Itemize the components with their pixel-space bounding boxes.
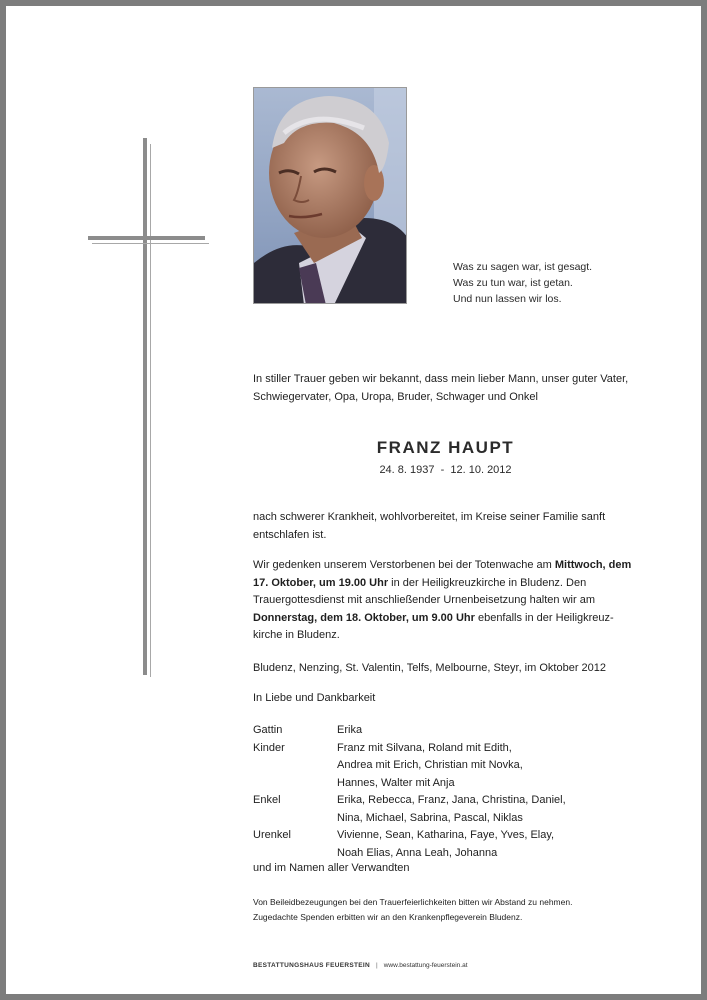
cross-vertical-bar	[143, 138, 147, 675]
family-row	[253, 792, 566, 827]
funeral-date: Donnerstag, dem 18. Oktober, um 9.00 Uhr	[253, 611, 475, 624]
note-line: Von Beileidbezeugungen bei den Trauerfeierlichkeiten bitten wir Abstand zu nehmen.	[253, 897, 573, 907]
service-text: in der Heiligkreuzkirche in Bludenz. Den Trauergottesdienst mit anschließender Urnenbeisetzung halten wir am	[253, 576, 595, 606]
wake-date: Mittwoch, dem 17. Oktober, um 19.00 Uhr	[253, 559, 632, 589]
passing-text: nach schwerer Krankheit, wohlvorbereitet, im Kreise seiner Familie sanft entschlafen ist.	[253, 511, 606, 541]
family-name-line: Franz mit Silvana, Roland mit Edith,	[337, 741, 512, 754]
family-role: Enkel	[253, 794, 281, 806]
service-text: Wir gedenken unserem Verstorbenen bei der Totenwache am	[253, 559, 555, 571]
cross-vertical-shadow	[150, 144, 151, 677]
quote-line: Was zu sagen war, ist gesagt.	[453, 261, 593, 273]
family-role: Urenkel	[253, 829, 291, 841]
family-names	[337, 740, 523, 793]
family-name-line: Noah Elias, Anna Leah, Johanna	[337, 846, 498, 859]
family-role: Kinder	[253, 741, 285, 754]
family-name-line: Erika	[337, 724, 363, 736]
service-details	[253, 557, 638, 645]
funeral-home-name: BESTATTUNGSHAUS FEUERSTEIN	[253, 962, 370, 969]
family-names	[337, 827, 554, 862]
family-name-line: Nina, Michael, Sabrina, Pascal, Niklas	[337, 811, 523, 824]
family-name-line: Erika, Rebecca, Franz, Jana, Christina, Daniel,	[337, 794, 566, 806]
quote-block	[453, 259, 592, 307]
life-dates: 24. 8. 1937 - 12. 10. 2012	[379, 464, 512, 476]
footer-separator: |	[375, 962, 378, 969]
donation-note	[253, 895, 643, 925]
service-text: ebenfalls in der Heiligkreuz-kirche in Bludenz.	[253, 611, 614, 641]
portrait-photo	[253, 87, 407, 304]
family-name-line: Andrea mit Erich, Christian mit Novka,	[337, 759, 523, 771]
cross-horizontal-shadow	[92, 243, 209, 244]
footer	[253, 962, 468, 969]
family-name-line: Hannes, Walter mit Anja	[337, 776, 455, 789]
quote-line: Und nun lassen wir los.	[453, 293, 562, 305]
quote-line: Was zu tun war, ist getan.	[453, 277, 573, 289]
places-line: Bludenz, Nenzing, St. Valentin, Telfs, Melbourne, Steyr, im Oktober 2012	[253, 662, 607, 674]
closing-line: und im Namen aller Verwandten	[253, 862, 410, 874]
deceased-name: FRANZ HAUPT	[376, 438, 515, 457]
family-role: Gattin	[253, 724, 283, 736]
footer-url: www.bestattung-feuerstein.at	[383, 962, 468, 969]
intro-text: In stiller Trauer geben wir bekannt, dass mein lieber Mann, unser guter Vater, Schwiegervater, Opa, Uropa, Bruder, Schwager und Onkel	[253, 373, 629, 403]
family-name-line: Vivienne, Sean, Katharina, Faye, Yves, Elay,	[337, 829, 555, 841]
cross-horizontal-bar	[88, 236, 205, 240]
family-names	[337, 722, 362, 740]
family-row	[253, 827, 566, 862]
family-row	[253, 740, 566, 793]
note-line: Zugedachte Spenden erbitten wir an den Krankenpflegeverein Bludenz.	[253, 912, 523, 922]
family-list	[253, 722, 566, 862]
family-row	[253, 722, 566, 740]
love-line: In Liebe und Dankbarkeit	[253, 692, 376, 704]
family-names	[337, 792, 566, 827]
